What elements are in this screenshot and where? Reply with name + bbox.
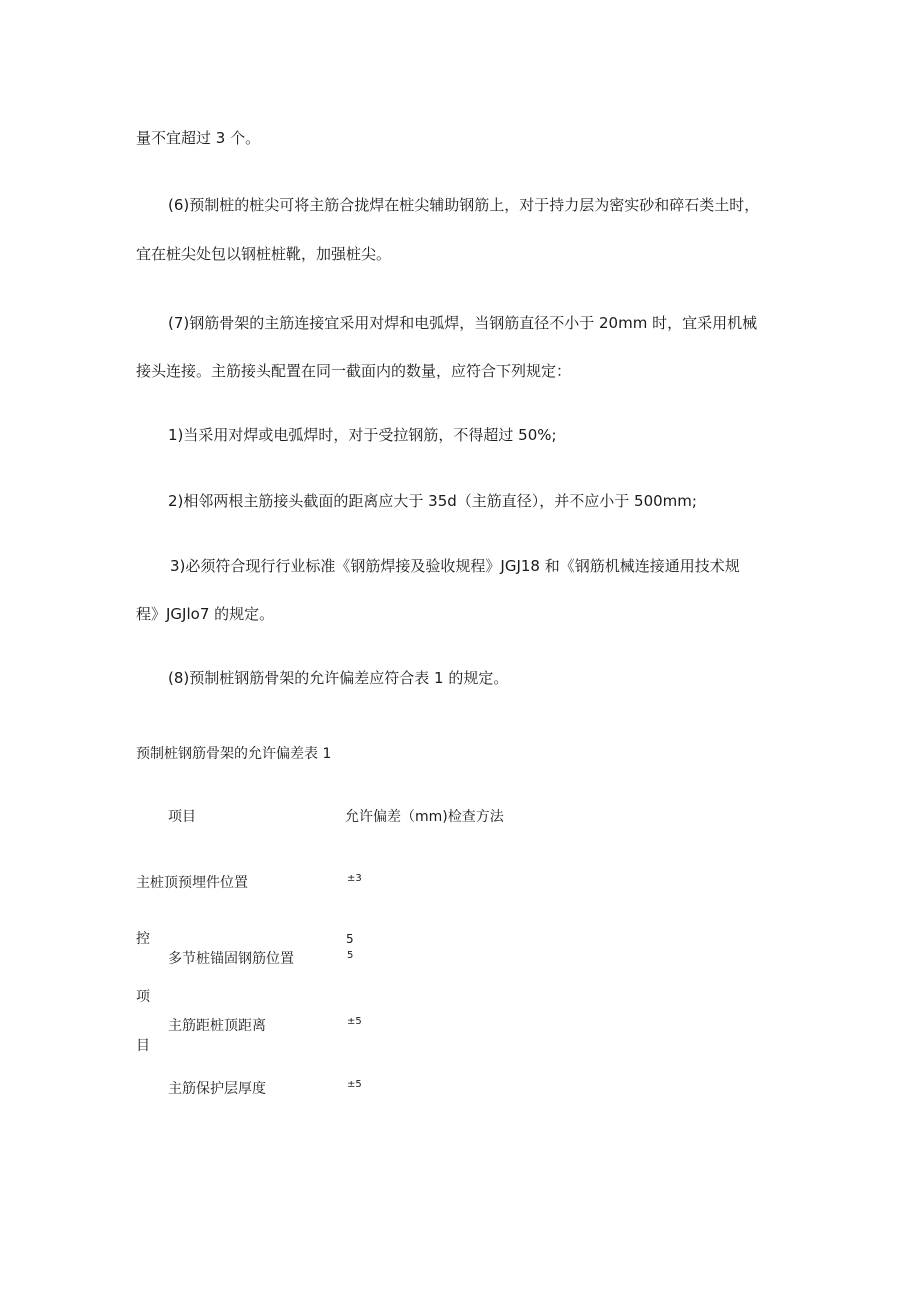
paragraph-6-line-1: (6)预制桩的桩尖可将主筋合拢焊在桩尖辅助钢筋上，对于持力层为密实砂和碎石类土时， bbox=[168, 196, 760, 214]
list-item-3-line-1: 3)必须符合现行行业标准《钢筋焊接及验收规程》JGJ18 和《钢筋机械连接通用技术规 bbox=[170, 557, 740, 575]
table-row-value: ±5 bbox=[347, 1016, 362, 1027]
paragraph-continuation: 量不宜超过 3 个。 bbox=[136, 129, 261, 147]
table-header-tolerance: 允许偏差（mm)检查方法 bbox=[345, 809, 504, 825]
table-row-value-extra: 5 bbox=[347, 950, 354, 961]
table-group-char: 项 bbox=[136, 989, 150, 1005]
table-row-name: 主桩顶预埋件位置 bbox=[136, 875, 248, 891]
table-row-name: 多节桩锚固钢筋位置 bbox=[168, 951, 294, 967]
table-group-char: 控 bbox=[136, 931, 150, 947]
table-header-item: 项目 bbox=[168, 809, 196, 825]
table-row-name: 主筋保护层厚度 bbox=[168, 1081, 266, 1097]
list-item-1: 1)当采用对焊或电弧焊时，对于受拉钢筋，不得超过 50%; bbox=[168, 426, 557, 444]
list-item-2: 2)相邻两根主筋接头截面的距离应大于 35d（主筋直径），并不应小于 500mm; bbox=[168, 492, 697, 510]
table-row-value: ±3 bbox=[347, 873, 362, 884]
table-row-value: 5 bbox=[346, 932, 354, 946]
paragraph-8: (8)预制桩钢筋骨架的允许偏差应符合表 1 的规定。 bbox=[168, 669, 509, 687]
table-row-value: ±5 bbox=[347, 1079, 362, 1090]
paragraph-7-line-2: 接头连接。主筋接头配置在同一截面内的数量，应符合下列规定： bbox=[136, 362, 572, 380]
paragraph-6-line-2: 宜在桩尖处包以钢桩桩靴，加强桩尖。 bbox=[136, 245, 392, 263]
list-item-3-line-2: 程》JGJlo7 的规定。 bbox=[136, 605, 275, 623]
table-caption: 预制桩钢筋骨架的允许偏差表 1 bbox=[136, 746, 332, 762]
table-group-char: 目 bbox=[136, 1038, 150, 1054]
paragraph-7-line-1: (7)钢筋骨架的主筋连接宜采用对焊和电弧焊，当钢筋直径不小于 20mm 时，宜采用机械 bbox=[168, 314, 758, 332]
table-row-name: 主筋距桩顶距离 bbox=[168, 1018, 266, 1034]
